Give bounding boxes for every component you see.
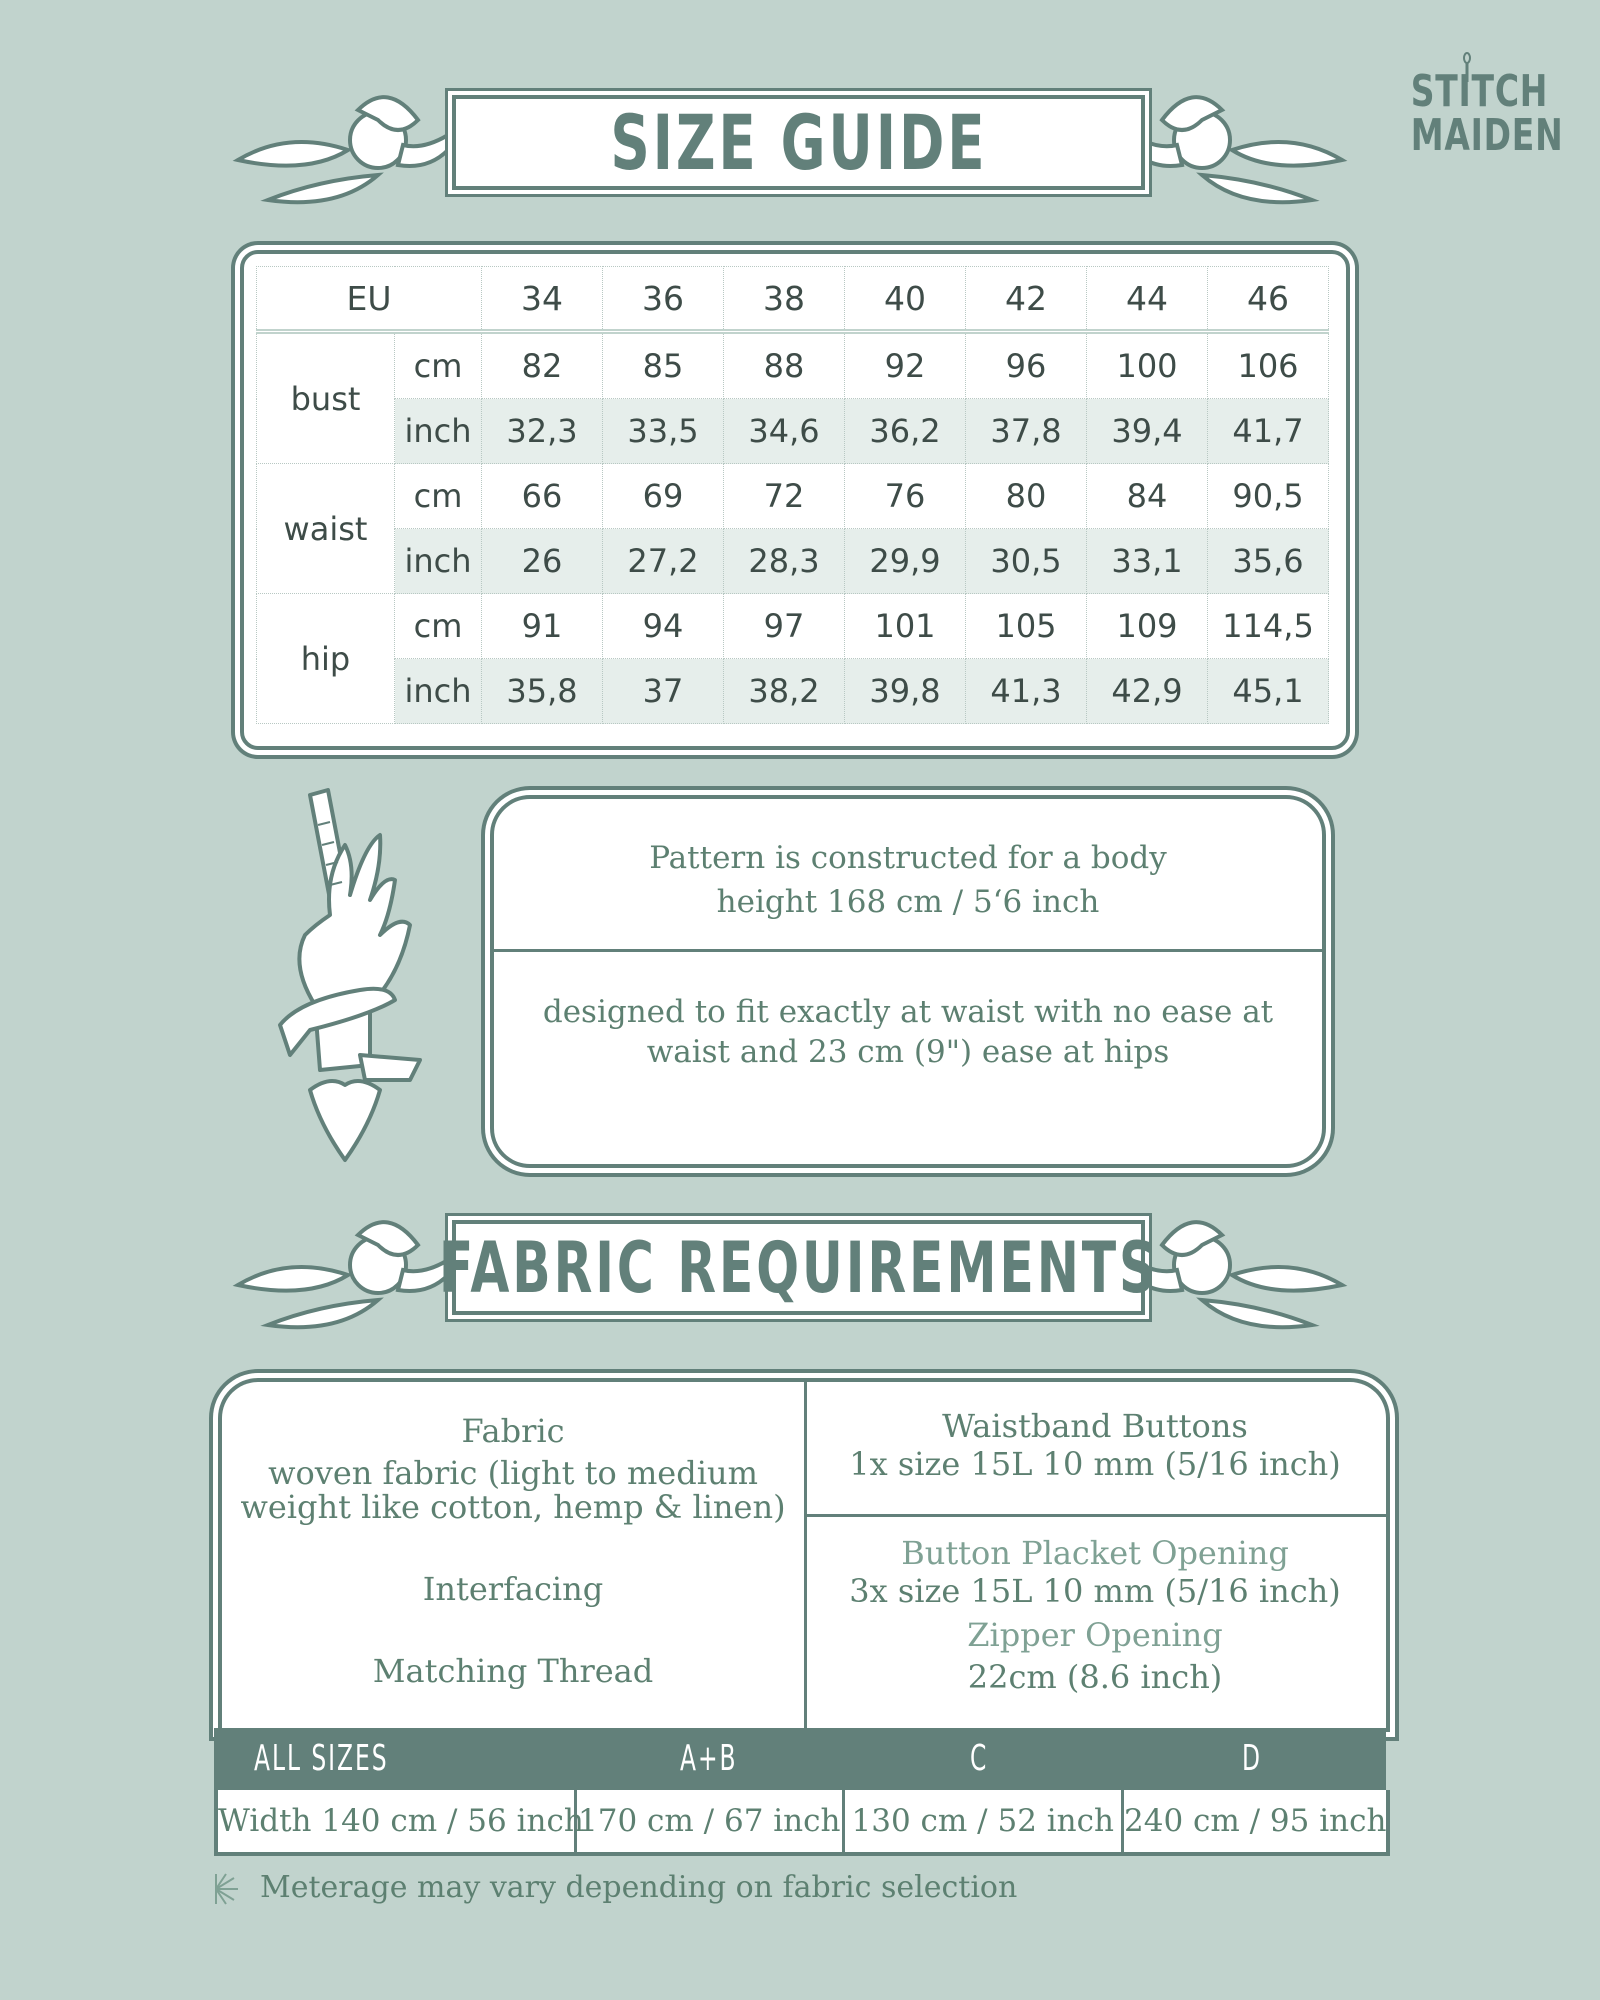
size-header: 34 — [482, 267, 603, 332]
size-table-frame — [240, 250, 1350, 750]
table-cell: 97 — [724, 594, 845, 659]
table-row — [257, 529, 1329, 594]
table-row — [257, 332, 1329, 399]
size-guide-banner — [452, 95, 1145, 190]
flower-ornament-right-icon — [1132, 1205, 1352, 1335]
table-cell: 84 — [1087, 464, 1208, 529]
size-header: 42 — [966, 267, 1087, 332]
table-cell: 88 — [724, 332, 845, 399]
table-cell: 96 — [966, 332, 1087, 399]
table-row — [257, 464, 1329, 529]
fabric-label: Fabric — [461, 1412, 565, 1450]
logo-line-2: MAIDEN — [1410, 110, 1564, 161]
size-header: 46 — [1208, 267, 1329, 332]
table-cell: 114,5 — [1208, 594, 1329, 659]
size-table — [256, 266, 1329, 724]
table-cell: 90,5 — [1208, 464, 1329, 529]
panel-divider — [494, 949, 1322, 952]
zipper-label: Zipper Opening — [967, 1616, 1223, 1654]
table-cell: 106 — [1208, 332, 1329, 399]
meterage-note: Meterage may vary depending on fabric selection — [260, 1870, 1018, 1905]
table-cell: 39,4 — [1087, 399, 1208, 464]
table-cell: 35,8 — [482, 659, 603, 724]
size-d-label: D — [1242, 1738, 1262, 1779]
table-cell: 33,1 — [1087, 529, 1208, 594]
table-cell: 85 — [603, 332, 724, 399]
pattern-info-panel — [490, 795, 1326, 1168]
table-cell: 82 — [482, 332, 603, 399]
table-cell: 29,9 — [845, 529, 966, 594]
table-cell: 37 — [603, 659, 724, 724]
table-cell: 41,3 — [966, 659, 1087, 724]
size-c-label: C — [970, 1738, 989, 1779]
flower-ornament-left-icon — [228, 80, 448, 210]
unit-label: cm — [395, 332, 482, 399]
size-header: 44 — [1087, 267, 1208, 332]
measure-label-bust: bust — [257, 332, 395, 464]
size-guide-title: SIZE GUIDE — [609, 98, 988, 187]
table-cell: 105 — [966, 594, 1087, 659]
table-cell: 28,3 — [724, 529, 845, 594]
width-all: Width 140 cm / 56 inch — [218, 1790, 577, 1852]
size-header: 38 — [724, 267, 845, 332]
pattern-height-line-2: height 168 cm / 5‘6 inch — [716, 884, 1100, 920]
placket-value: 3x size 15L 10 mm (5/16 inch) — [849, 1572, 1341, 1610]
pattern-fit-line-1: designed to fit exactly at waist with no ease at — [542, 994, 1274, 1030]
table-cell: 76 — [845, 464, 966, 529]
fabric-desc-line-1: woven fabric (light to medium — [268, 1454, 758, 1492]
leaf-bullet-icon — [212, 1872, 242, 1906]
table-cell: 45,1 — [1208, 659, 1329, 724]
table-cell: 35,6 — [1208, 529, 1329, 594]
brand-logo — [1392, 66, 1564, 161]
table-cell: 27,2 — [603, 529, 724, 594]
size-header: 36 — [603, 267, 724, 332]
fabric-requirements-banner — [438, 1220, 1159, 1315]
size-header: 40 — [845, 267, 966, 332]
row-divider — [804, 1514, 1386, 1517]
width-ab: 170 cm / 67 inch — [577, 1790, 845, 1852]
table-row — [257, 399, 1329, 464]
table-cell: 37,8 — [966, 399, 1087, 464]
table-row — [257, 659, 1329, 724]
fabric-desc-line-2: weight like cotton, hemp & linen) — [240, 1488, 786, 1526]
table-cell: 100 — [1087, 332, 1208, 399]
zipper-value: 22cm (8.6 inch) — [967, 1658, 1223, 1696]
table-cell: 42,9 — [1087, 659, 1208, 724]
waistband-value: 1x size 15L 10 mm (5/16 inch) — [849, 1445, 1341, 1483]
unit-label: inch — [395, 659, 482, 724]
flower-ornament-left-icon — [228, 1205, 448, 1335]
table-cell: 41,7 — [1208, 399, 1329, 464]
table-row — [257, 594, 1329, 659]
table-cell: 69 — [603, 464, 724, 529]
eu-label: EU — [257, 267, 482, 332]
pattern-fit-line-2: waist and 23 cm (9") ease at hips — [646, 1034, 1170, 1070]
waistband-label: Waistband Buttons — [942, 1407, 1248, 1445]
table-cell: 30,5 — [966, 529, 1087, 594]
table-cell: 94 — [603, 594, 724, 659]
table-cell: 26 — [482, 529, 603, 594]
fabric-size-bar — [214, 1728, 1386, 1790]
table-cell: 101 — [845, 594, 966, 659]
width-d: 240 cm / 95 inch — [1124, 1803, 1387, 1839]
fabric-requirements-title: FABRIC REQUIREMENTS — [438, 1226, 1159, 1309]
table-cell: 72 — [724, 464, 845, 529]
placket-label: Button Placket Opening — [901, 1534, 1289, 1572]
table-cell: 92 — [845, 332, 966, 399]
table-cell: 91 — [482, 594, 603, 659]
pattern-height-line-1: Pattern is constructed for a body — [649, 840, 1167, 876]
all-sizes-label: ALL SIZES — [254, 1738, 389, 1779]
table-cell: 39,8 — [845, 659, 966, 724]
thread-label: Matching Thread — [372, 1652, 654, 1690]
table-cell: 109 — [1087, 594, 1208, 659]
unit-label: cm — [395, 464, 482, 529]
unit-label: cm — [395, 594, 482, 659]
table-cell: 36,2 — [845, 399, 966, 464]
table-cell: 80 — [966, 464, 1087, 529]
table-cell: 38,2 — [724, 659, 845, 724]
flower-ornament-right-icon — [1132, 80, 1352, 210]
fabric-requirements-panel — [218, 1378, 1390, 1732]
unit-label: inch — [395, 529, 482, 594]
table-cell: 32,3 — [482, 399, 603, 464]
measure-label-waist: waist — [257, 464, 395, 594]
measure-label-hip: hip — [257, 594, 395, 724]
interfacing-label: Interfacing — [422, 1570, 604, 1608]
size-header-row — [257, 267, 1329, 332]
table-cell: 34,6 — [724, 399, 845, 464]
logo-line-1: STITCH — [1410, 66, 1549, 117]
hand-with-measuring-tape-icon — [270, 785, 430, 1170]
size-ab-label: A+B — [680, 1738, 738, 1779]
table-cell: 33,5 — [603, 399, 724, 464]
width-c: 130 cm / 52 inch — [845, 1790, 1124, 1852]
table-cell: 66 — [482, 464, 603, 529]
unit-label: inch — [395, 399, 482, 464]
fabric-width-row — [214, 1790, 1390, 1856]
